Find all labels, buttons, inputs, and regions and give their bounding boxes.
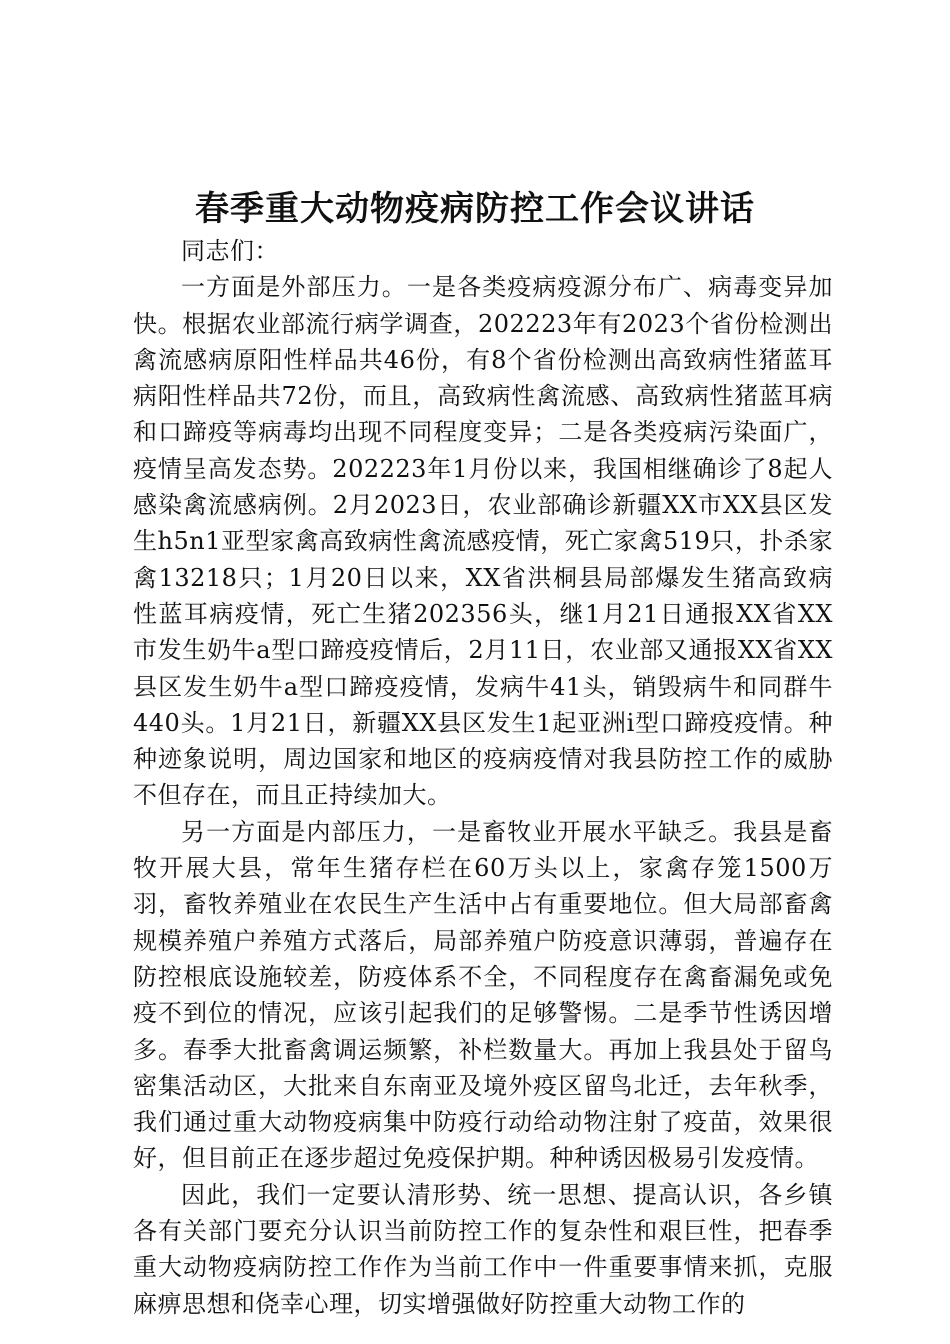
document-title: 春季重大动物疫病防控工作会议讲话 — [195, 189, 755, 229]
document-body — [133, 233, 833, 1322]
salutation: 同志们： — [181, 237, 279, 265]
paragraph-external-pressure: 一方面是外部压力。一是各类疫病疫源分布广、病毒变异加快。根据农业部流行病学调查，202223年有2023个省份检测出禽流感病原阳性样品共46份，有8个省份检测出高致病性猪蓝耳病阳性样品共72份，而且，高致病性禽流感、高致病性猪蓝耳病和口蹄疫等病毒均出现不同程度变异；二是各类疫病污染面广，疫情呈高发态势。202223年1月份以来，我国相继确诊了8起人感染禽流感病例。2月2023日，农业部确诊新疆XX市XX县区发生h5n1亚型家禽高致病性禽流感疫情，死亡家禽519只，扑杀家禽13218只；1月20日以来，XX省洪桐县局部爆发生猪高致病性蓝耳病疫情，死亡生猪202356头，继1月21日通报XX省XX市发生奶牛a型口蹄疫疫情后，2月11日，农业部又通报XX省XX县区发生奶牛a型口蹄疫疫情，发病牛41头，销毁病牛和同群牛440头。1月21日，新疆XX县区发生1起亚洲i型口蹄疫疫情。种种迹象说明，周边国家和地区的疫病疫情对我县防控工作的威胁不但存在，而且正持续加大。 — [133, 273, 833, 810]
paragraph-conclusion: 因此，我们一定要认清形势、统一思想、提高认识，各乡镇各有关部门要充分认识当前防控工作的复杂性和艰巨性，把春季重大动物疫病防控工作作为当前工作中一件重要事情来抓，克服麻痹思想和侥幸心理，切实增强做好防控重大动物工作的 — [133, 1180, 833, 1318]
paragraph-internal-pressure: 另一方面是内部压力，一是畜牧业开展水平缺乏。我县是畜牧开展大县，常年生猪存栏在60万头以上，家禽存笼1500万羽，畜牧养殖业在农民生产生活中占有重要地位。但大局部畜禽规模养殖户养殖方式落后，局部养殖户防疫意识薄弱，普遍存在防控根底设施较差，防疫体系不全，不同程度存在禽畜漏免或免疫不到位的情况，应该引起我们的足够警惕。二是季节性诱因增多。春季大批畜禽调运频繁，补栏数量大。再加上我县处于留鸟密集活动区，大批来自东南亚及境外疫区留鸟北迁，去年秋季，我们通过重大动物疫病集中防疫行动给动物注射了疫苗，效果很好，但目前正在逐步超过免疫保护期。种种诱因极易引发疫情。 — [133, 817, 833, 1173]
